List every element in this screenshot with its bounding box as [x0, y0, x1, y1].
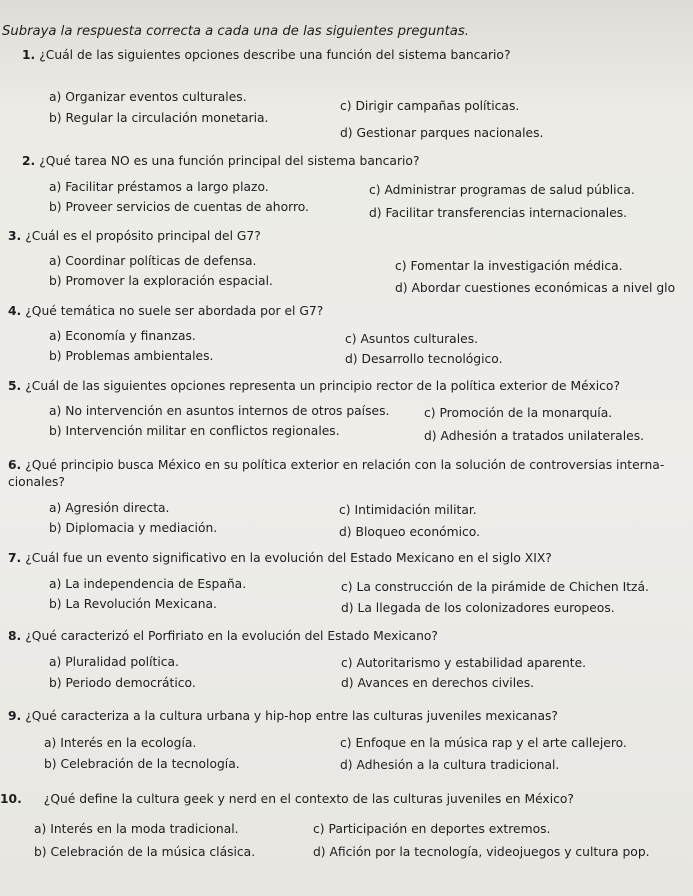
- option-b[interactable]: b) Promover la exploración espacial.: [49, 274, 273, 288]
- option-b[interactable]: b) Regular la circulación monetaria.: [49, 111, 269, 125]
- question-6: [8, 457, 688, 491]
- option-c[interactable]: c) Enfoque en la música rap y el arte callejero.: [340, 736, 627, 750]
- question-number: 4.: [8, 304, 22, 318]
- option-a[interactable]: a) Economía y finanzas.: [49, 329, 196, 343]
- question-text: ¿Qué tarea NO es una función principal del sistema bancario?: [39, 154, 420, 168]
- question-number: 8.: [8, 629, 22, 643]
- option-a[interactable]: a) La independencia de España.: [49, 577, 247, 591]
- option-b[interactable]: b) Periodo democrático.: [49, 676, 196, 690]
- option-c[interactable]: c) Promoción de la monarquía.: [424, 406, 613, 420]
- question-number: 7.: [8, 551, 22, 565]
- question-10: [0, 792, 574, 806]
- question-number: 9.: [8, 709, 22, 723]
- option-d[interactable]: d) Adhesión a la cultura tradicional.: [340, 758, 560, 772]
- question-number: 6.: [8, 458, 22, 472]
- question-1: [22, 48, 511, 62]
- question-8: [8, 629, 438, 643]
- option-b[interactable]: b) Intervención militar en conflictos regionales.: [49, 424, 340, 438]
- option-d[interactable]: d) Facilitar transferencias internacionales.: [369, 206, 628, 220]
- option-d[interactable]: d) Avances en derechos civiles.: [341, 676, 535, 690]
- option-d[interactable]: d) Afición por la tecnología, videojuegos y cultura pop.: [313, 845, 650, 859]
- question-text: ¿Qué caracteriza a la cultura urbana y hip-hop entre las culturas juveniles mexicanas?: [25, 709, 558, 723]
- question-3: [8, 229, 261, 243]
- question-text: ¿Cuál de las siguientes opciones representa un principio rector de la política exterior de México?: [25, 379, 620, 393]
- question-text: ¿Cuál de las siguientes opciones describe una función del sistema bancario?: [39, 48, 511, 62]
- question-number: 2.: [22, 154, 36, 168]
- option-a[interactable]: a) Coordinar políticas de defensa.: [49, 254, 257, 268]
- option-a[interactable]: a) Facilitar préstamos a largo plazo.: [49, 180, 269, 194]
- question-5: [8, 379, 620, 393]
- option-b[interactable]: b) Problemas ambientales.: [49, 349, 214, 363]
- option-d[interactable]: d) Desarrollo tecnológico.: [345, 352, 503, 366]
- question-text: ¿Cuál es el propósito principal del G7?: [25, 229, 261, 243]
- option-a[interactable]: a) Interés en la moda tradicional.: [34, 822, 239, 836]
- question-text: ¿Qué define la cultura geek y nerd en el contexto de las culturas juveniles en México?: [43, 792, 574, 806]
- option-b[interactable]: b) Diplomacia y mediación.: [49, 521, 218, 535]
- question-text: ¿Qué principio busca México en su política exterior en relación con la solución de controversias interna- cionales?: [8, 458, 665, 489]
- option-c[interactable]: c) Autoritarismo y estabilidad aparente.: [341, 656, 587, 670]
- question-number: 3.: [8, 229, 22, 243]
- option-a[interactable]: a) Interés en la ecología.: [44, 736, 197, 750]
- option-b[interactable]: b) Celebración de la música clásica.: [34, 845, 256, 859]
- option-d[interactable]: d) Adhesión a tratados unilaterales.: [424, 429, 645, 443]
- option-c[interactable]: c) Asuntos culturales.: [345, 332, 479, 346]
- option-a[interactable]: a) Agresión directa.: [49, 501, 170, 515]
- option-c[interactable]: c) Administrar programas de salud pública.: [369, 183, 635, 197]
- option-b[interactable]: b) La Revolución Mexicana.: [49, 597, 217, 611]
- option-b[interactable]: b) Celebración de la tecnología.: [44, 757, 240, 771]
- question-9: [8, 709, 558, 723]
- option-c[interactable]: c) La construcción de la pirámide de Chichen Itzá.: [341, 580, 649, 594]
- question-number: 10.: [0, 792, 22, 806]
- option-c[interactable]: c) Participación en deportes extremos.: [313, 822, 551, 836]
- question-4: [8, 304, 323, 318]
- option-a[interactable]: a) No intervención en asuntos internos de otros países.: [49, 404, 390, 418]
- question-text: ¿Qué caracterizó el Porfiriato en la evolución del Estado Mexicano?: [25, 629, 438, 643]
- option-b[interactable]: b) Proveer servicios de cuentas de ahorro.: [49, 200, 309, 214]
- option-a[interactable]: a) Pluralidad política.: [49, 655, 179, 669]
- question-number: 5.: [8, 379, 22, 393]
- instructions: Subraya la respuesta correcta a cada una de las siguientes preguntas.: [2, 24, 469, 39]
- option-a[interactable]: a) Organizar eventos culturales.: [49, 90, 247, 104]
- option-c[interactable]: c) Intimidación militar.: [339, 503, 477, 517]
- question-7: [8, 551, 552, 565]
- option-d[interactable]: d) Gestionar parques nacionales.: [340, 126, 544, 140]
- question-text: ¿Cuál fue un evento significativo en la evolución del Estado Mexicano en el siglo XIX?: [25, 551, 552, 565]
- option-d[interactable]: d) Abordar cuestiones económicas a nivel glo: [395, 281, 676, 295]
- question-text: ¿Qué temática no suele ser abordada por el G7?: [25, 304, 324, 318]
- option-c[interactable]: c) Fomentar la investigación médica.: [395, 259, 623, 273]
- question-number: 1.: [22, 48, 36, 62]
- question-2: [22, 154, 419, 168]
- option-d[interactable]: d) La llegada de los colonizadores europeos.: [341, 601, 615, 615]
- option-d[interactable]: d) Bloqueo económico.: [339, 525, 481, 539]
- option-c[interactable]: c) Dirigir campañas políticas.: [340, 99, 520, 113]
